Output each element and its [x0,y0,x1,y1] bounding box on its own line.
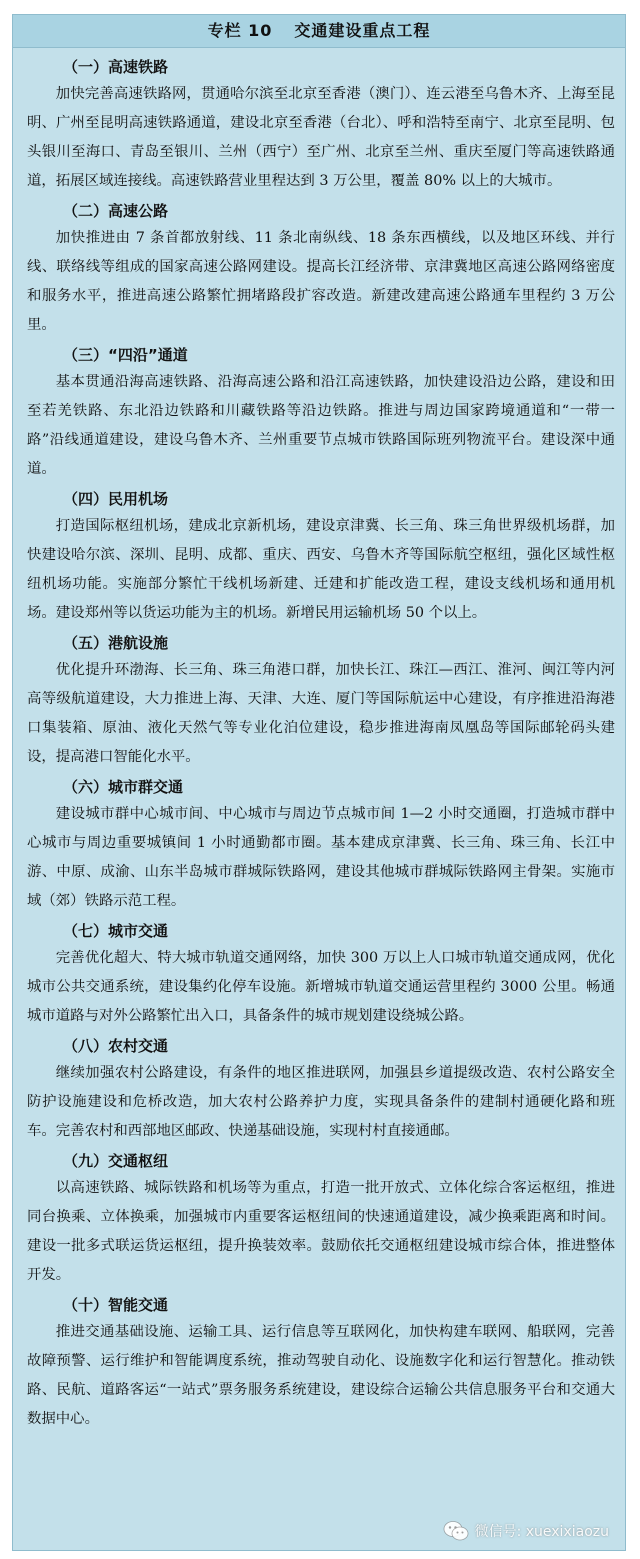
section-title: （五）港航设施 [63,634,169,652]
section-title: （四）民用机场 [63,490,169,508]
section [27,54,615,196]
section [27,1033,615,1146]
wechat-icon [443,1520,469,1542]
section-body: 完善优化超大、特大城市轨道交通网络，加快 300 万以上人口城市轨道交通成网，优化城市公共交通系统，建设集约化停车设施。新增城市轨道交通运营里程约 3000 公里。畅通城市道路与对外公路繁忙出入口，具备条件的城市规划建设绕城公路。 [27,950,615,1024]
section [27,342,615,484]
section-body: 推进交通基础设施、运输工具、运行信息等互联网化，加快构建车联网、船联网，完善故障预警、运行维护和智能调度系统，推动驾驶自动化、设施数字化和运行智慧化。推动铁路、民航、道路客运“一站式”票务服务系统建设，建设综合运输公共信息服务平台和交通大数据中心。 [27,1324,615,1427]
section [27,486,615,628]
section-title: （七）城市交通 [63,922,169,940]
section-body: 继续加强农村公路建设，有条件的地区推进联网，加强县乡道提级改造、农村公路安全防护设施建设和危桥改造，加大农村公路养护力度，实现具备条件的建制村通硬化路和班车。完善农村和西部地区邮政、快递基础设施，实现村村直接通邮。 [27,1065,615,1139]
column-content [13,48,625,1434]
wechat-watermark [443,1520,609,1542]
special-column-panel [12,14,626,1551]
section [27,1148,615,1290]
section-body: 打造国际枢纽机场，建成北京新机场，建设京津冀、长三角、珠三角世界级机场群，加快建设哈尔滨、深圳、昆明、成都、重庆、西安、乌鲁木齐等国际航空枢纽，强化区域性枢纽机场功能。实施部分繁忙干线机场新建、迁建和扩能改造工程，建设支线机场和通用机场。建设郑州等以货运功能为主的机场。新增民用运输机场 50 个以上。 [27,518,615,621]
column-title: 交通建设重点工程 [294,21,431,40]
section-body: 建设城市群中心城市间、中心城市与周边节点城市间 1—2 小时交通圈，打造城市群中心城市与周边重要城镇间 1 小时通勤都市圈。基本建成京津冀、长三角、珠三角、长江中游、中原、成渝、山东半岛城市群城际铁路网，建设其他城市群城际铁路网主骨架。实施市域（郊）铁路示范工程。 [27,806,615,909]
column-header [13,15,625,48]
section [27,918,615,1031]
section-body: 以高速铁路、城际铁路和机场等为重点，打造一批开放式、立体化综合客运枢纽，推进同台换乘、立体换乘，加强城市内重要客运枢纽间的快速通道建设，减少换乘距离和时间。建设一批多式联运货运枢纽，提升换装效率。鼓励依托交通枢纽建设城市综合体，推进整体开发。 [27,1180,615,1283]
section [27,1292,615,1434]
section-title: （一）高速铁路 [63,58,169,76]
section [27,198,615,340]
section-body: 基本贯通沿海高速铁路、沿海高速公路和沿江高速铁路，加快建设沿边公路，建设和田至若羌铁路、东北沿边铁路和川藏铁路等沿边铁路。推进与周边国家跨境通道和“一带一路”沿线通道建设，建设乌鲁木齐、兰州重要节点城市铁路国际班列物流平台。建设深中通道。 [27,374,615,477]
section [27,630,615,772]
section-title: （九）交通枢纽 [63,1152,169,1170]
section-title: （八）农村交通 [63,1037,169,1055]
section [27,774,615,916]
section-title: （六）城市群交通 [63,778,184,796]
section-title: （十）智能交通 [63,1296,169,1314]
section-title: （二）高速公路 [63,202,169,220]
section-body: 加快完善高速铁路网，贯通哈尔滨至北京至香港（澳门）、连云港至乌鲁木齐、上海至昆明、广州至昆明高速铁路通道，建设北京至香港（台北）、呼和浩特至南宁、北京至昆明、包头银川至海口、青岛至银川、兰州（西宁）至广州、北京至兰州、重庆至厦门等高速铁路通道，拓展区域连接线。高速铁路营业里程达到 3 万公里，覆盖 80% 以上的大城市。 [27,86,615,189]
section-body: 加快推进由 7 条首都放射线、11 条北南纵线、18 条东西横线，以及地区环线、并行线、联络线等组成的国家高速公路网建设。提高长江经济带、京津冀地区高速公路网络密度和服务水平，推进高速公路繁忙拥堵路段扩容改造。新建改建高速公路通车里程约 3 万公里。 [27,230,615,333]
watermark-text: 微信号: xuexixiaozu [474,1524,609,1540]
column-number: 专栏 10 [207,21,273,40]
section-body: 优化提升环渤海、长三角、珠三角港口群，加快长江、珠江—西江、淮河、闽江等内河高等级航道建设，大力推进上海、天津、大连、厦门等国际航运中心建设，有序推进沿海港口集装箱、原油、液化天然气等专业化泊位建设，稳步推进海南凤凰岛等国际邮轮码头建设，提高港口智能化水平。 [27,662,615,765]
section-title: （三）“四沿”通道 [63,346,188,364]
